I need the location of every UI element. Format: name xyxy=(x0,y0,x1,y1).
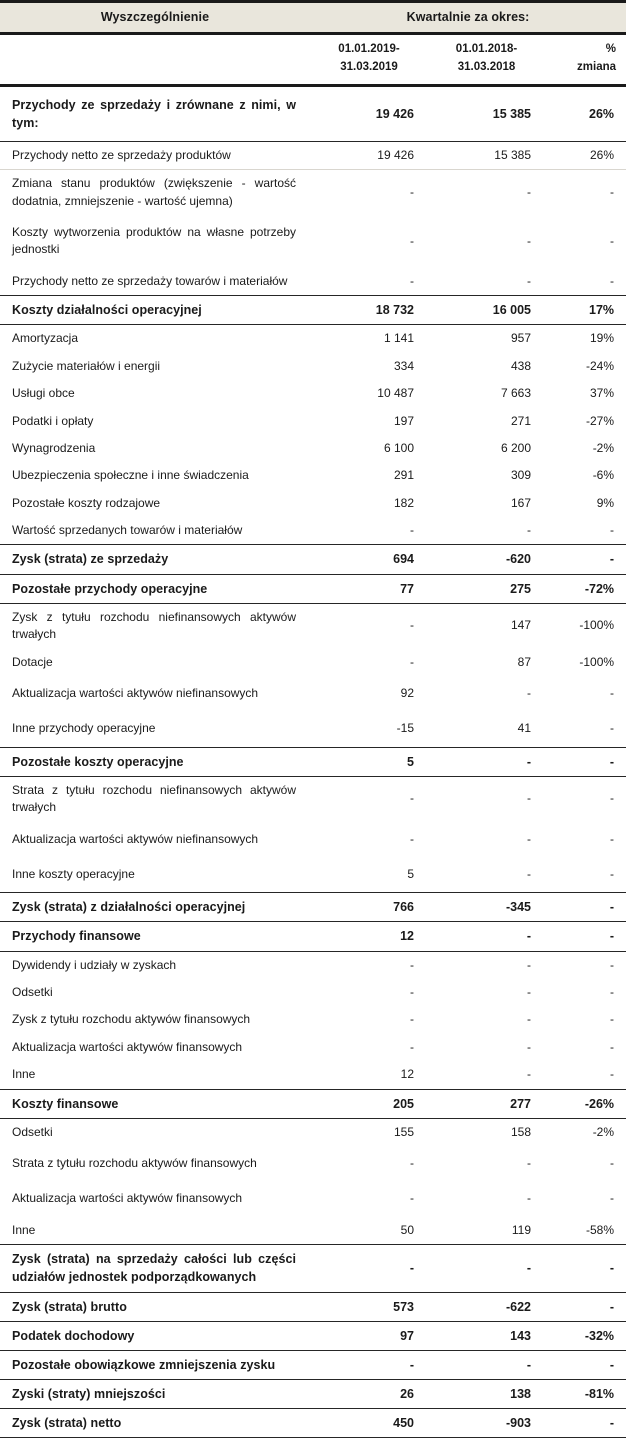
row-value-period1: 92 xyxy=(400,685,414,700)
row-value-period1: 205 xyxy=(310,1089,428,1118)
row-value-period2: 309 xyxy=(510,468,531,483)
row-value-period2: 16 005 xyxy=(428,296,545,325)
row-value-period2: 957 xyxy=(510,331,531,346)
row-label-cell: Pozostałe przychody operacyjne xyxy=(0,574,310,603)
row-value-period2: - xyxy=(527,523,531,538)
row-value-change: -24% xyxy=(586,358,615,373)
row-value-period2: 87 xyxy=(517,654,531,669)
row-value-change: 26% xyxy=(590,147,615,162)
table-row xyxy=(0,574,626,603)
row-label-cell: Pozostałe koszty rodzajowe xyxy=(12,495,161,510)
row-label-cell: Aktualizacja wartości aktywów finansowych xyxy=(12,1039,243,1054)
row-value-period2: 138 xyxy=(428,1379,545,1408)
row-value-period2: - xyxy=(527,1156,531,1171)
row-value-period2: 7 663 xyxy=(500,386,531,401)
header-period-2 xyxy=(428,34,545,86)
row-value-period1: 155 xyxy=(393,1124,414,1139)
row-value-period2: - xyxy=(527,831,531,846)
row-label-cell: Aktualizacja wartości aktywów finansowych xyxy=(12,1191,243,1206)
row-value-period2: -903 xyxy=(428,1409,545,1438)
table-row xyxy=(0,408,626,435)
table-row xyxy=(0,893,626,922)
row-value-change: - xyxy=(610,985,615,999)
row-value-period2: - xyxy=(527,791,531,806)
row-label-cell: Amortyzacja xyxy=(12,331,79,346)
row-label-cell: Odsetki xyxy=(12,985,53,999)
header-period-1 xyxy=(310,34,428,86)
row-value-period2: - xyxy=(527,233,531,248)
row-value-change: -27% xyxy=(586,413,615,428)
row-label-cell: Strata z tytułu rozchodu niefinansowych aktywów trwałych xyxy=(12,782,296,815)
row-value-change: -58% xyxy=(586,1222,615,1237)
row-value-period1: 694 xyxy=(310,545,428,574)
row-value-change: 26% xyxy=(545,85,626,141)
row-value-period2: - xyxy=(527,273,531,288)
row-value-period1: 19 426 xyxy=(310,85,428,141)
row-value-change: 9% xyxy=(596,495,615,510)
row-value-change: -26% xyxy=(545,1089,626,1118)
row-value-period2: 143 xyxy=(428,1321,545,1350)
row-value-period2: - xyxy=(428,1245,545,1292)
table-header xyxy=(0,2,626,86)
table-row xyxy=(0,747,626,776)
row-value-period1: - xyxy=(410,1039,414,1054)
row-label-cell: Przychody netto ze sprzedaży produktów xyxy=(12,147,231,162)
table-row xyxy=(0,1089,626,1118)
row-value-change: - xyxy=(545,170,626,215)
row-label-cell: Wartość sprzedanych towarów i materiałów xyxy=(12,523,243,538)
row-value-period1: - xyxy=(410,957,414,972)
row-value-period2: - xyxy=(527,1039,531,1054)
row-value-period1: 12 xyxy=(400,1067,414,1082)
row-value-period1: 18 732 xyxy=(310,296,428,325)
row-value-period1: 26 xyxy=(310,1379,428,1408)
row-value-change: - xyxy=(610,721,615,736)
table-row xyxy=(0,1181,626,1216)
table-row xyxy=(0,353,626,380)
row-label-cell: Dywidendy i udziały w zyskach xyxy=(12,957,177,972)
row-label-cell: Inne przychody operacyjne xyxy=(12,721,156,736)
row-value-period2: -345 xyxy=(428,893,545,922)
row-value-change: - xyxy=(610,1039,615,1054)
row-value-change: -100% xyxy=(579,654,615,669)
row-value-period2: - xyxy=(428,1350,545,1379)
row-value-period1: 6 100 xyxy=(383,440,414,455)
row-value-period1: 573 xyxy=(310,1292,428,1321)
row-label-cell: Strata z tytułu rozchodu aktywów finansowych xyxy=(12,1156,257,1171)
row-value-period1: -15 xyxy=(396,721,414,736)
row-value-period1: 291 xyxy=(393,468,414,483)
row-label-cell: Koszty wytworzenia produktów na własne potrzeby jednostki xyxy=(12,225,296,257)
table-row xyxy=(0,676,626,711)
row-value-period1: - xyxy=(310,1245,428,1292)
row-value-period1: - xyxy=(410,831,414,846)
header-percent-change xyxy=(545,34,626,86)
row-value-change: - xyxy=(545,893,626,922)
row-value-period1: 766 xyxy=(310,893,428,922)
row-label-cell: Zysk (strata) ze sprzedaży xyxy=(0,545,310,574)
row-value-period1: 182 xyxy=(393,495,414,510)
row-value-period2: - xyxy=(527,866,531,881)
row-value-period1: - xyxy=(410,791,414,806)
row-value-period1: - xyxy=(410,654,414,669)
row-value-change: - xyxy=(610,1191,615,1206)
header-period-2-line2: 31.03.2018 xyxy=(457,60,516,73)
row-label-cell: Ubezpieczenia społeczne i inne świadczenia xyxy=(12,468,249,483)
table-row xyxy=(0,857,626,893)
row-value-period1: 19 426 xyxy=(377,147,414,162)
row-value-period2: - xyxy=(428,922,545,951)
row-value-change: - xyxy=(545,1409,626,1438)
header-row-top xyxy=(0,2,626,34)
table-row xyxy=(0,822,626,857)
table-row xyxy=(0,1146,626,1181)
row-value-change: -100% xyxy=(579,618,615,633)
row-label-cell: Zysk (strata) z działalności operacyjnej xyxy=(0,893,310,922)
row-value-period1: - xyxy=(410,523,414,538)
row-value-change: - xyxy=(545,545,626,574)
row-value-change: - xyxy=(610,523,615,538)
row-value-period1: - xyxy=(410,273,414,288)
row-label-cell: Przychody finansowe xyxy=(0,922,310,951)
row-label-cell: Aktualizacja wartości aktywów niefinansowych xyxy=(12,685,259,700)
table-row xyxy=(0,1350,626,1379)
header-period-2-line1: 01.01.2018- xyxy=(455,43,518,55)
row-value-period1: 12 xyxy=(310,922,428,951)
row-label-cell: Wynagrodzenia xyxy=(12,440,96,455)
row-value-period1: 77 xyxy=(310,574,428,603)
header-period-1-line2: 31.03.2019 xyxy=(340,60,398,73)
row-label-cell: Odsetki xyxy=(12,1124,53,1139)
row-value-change: 19% xyxy=(590,331,615,346)
table-row xyxy=(0,85,626,141)
table-row xyxy=(0,517,626,545)
table-row xyxy=(0,490,626,517)
table-row xyxy=(0,1321,626,1350)
row-value-period2: - xyxy=(428,747,545,776)
table-row xyxy=(0,545,626,574)
row-value-change: -2% xyxy=(592,440,615,455)
row-value-change: - xyxy=(545,1350,626,1379)
header-label-column: Wyszczególnienie xyxy=(0,2,310,34)
row-value-period2: 271 xyxy=(510,413,531,428)
table-row xyxy=(0,1118,626,1146)
row-value-period2: - xyxy=(527,957,531,972)
row-label-cell: Usługi obce xyxy=(12,386,75,401)
table-row xyxy=(0,649,626,676)
row-value-change: 17% xyxy=(545,296,626,325)
table-body xyxy=(0,85,626,1438)
table-row xyxy=(0,711,626,747)
row-value-period1: 197 xyxy=(393,413,414,428)
row-value-period2: -622 xyxy=(428,1292,545,1321)
table-row xyxy=(0,296,626,325)
header-percent-symbol: % xyxy=(605,43,617,55)
row-label-cell: Zysk z tytułu rozchodu aktywów finansowych xyxy=(12,1012,251,1027)
row-value-period2: 275 xyxy=(428,574,545,603)
row-value-change: - xyxy=(610,1156,615,1171)
row-value-period2: 438 xyxy=(510,358,531,373)
row-label-cell: Koszty finansowe xyxy=(0,1089,310,1118)
row-value-period1: 450 xyxy=(310,1409,428,1438)
table-row xyxy=(0,922,626,951)
row-value-change: -81% xyxy=(545,1379,626,1408)
row-value-period2: - xyxy=(527,685,531,700)
header-blank-cell xyxy=(0,34,310,86)
row-value-period2: -620 xyxy=(428,545,545,574)
row-label-cell: Zysk (strata) brutto xyxy=(0,1292,310,1321)
table-row xyxy=(0,1034,626,1061)
row-value-period1: 5 xyxy=(407,866,414,881)
table-row xyxy=(0,603,626,648)
row-value-change: - xyxy=(610,1012,615,1027)
row-value-period2: 158 xyxy=(510,1124,531,1139)
table-row xyxy=(0,380,626,407)
row-value-change: - xyxy=(610,273,615,288)
header-period-group: Kwartalnie za okres: xyxy=(310,2,626,34)
row-label-cell: Aktualizacja wartości aktywów niefinansowych xyxy=(12,831,259,846)
row-value-change: - xyxy=(545,747,626,776)
row-value-period2: - xyxy=(428,170,545,215)
row-value-change: - xyxy=(610,957,615,972)
row-value-period2: - xyxy=(527,1067,531,1082)
row-label-cell: Zmiana stanu produktów (zwiększenie - wartość dodatnia, zmniejszenie - wartość ujemna) xyxy=(0,170,310,215)
row-value-change: - xyxy=(545,1245,626,1292)
table-row xyxy=(0,1379,626,1408)
row-value-period1: 10 487 xyxy=(377,386,414,401)
row-label-cell: Przychody netto ze sprzedaży towarów i materiałów xyxy=(12,273,288,288)
row-value-period2: 147 xyxy=(510,618,531,633)
row-value-period1: - xyxy=(410,985,414,999)
row-label-cell: Zużycie materiałów i energii xyxy=(12,358,161,373)
row-value-change: -2% xyxy=(592,1124,615,1139)
row-label-cell: Inne xyxy=(12,1222,36,1237)
table-row xyxy=(0,170,626,215)
row-value-period1: - xyxy=(410,1191,414,1206)
row-label-cell: Inne koszty operacyjne xyxy=(12,866,135,881)
row-value-period2: 6 200 xyxy=(500,440,531,455)
row-value-period2: 119 xyxy=(511,1222,531,1237)
row-label-cell: Dotacje xyxy=(12,654,53,669)
row-value-change: - xyxy=(545,922,626,951)
row-label-cell: Zysk (strata) na sprzedaży całości lub części udziałów jednostek podporządkowanych xyxy=(0,1245,310,1292)
table-row xyxy=(0,1292,626,1321)
table-row xyxy=(0,979,626,1006)
row-value-change: - xyxy=(610,1067,615,1082)
table-row xyxy=(0,325,626,353)
row-value-period1: - xyxy=(310,1350,428,1379)
table-row xyxy=(0,268,626,296)
row-value-period1: 5 xyxy=(310,747,428,776)
row-value-change: - xyxy=(610,791,615,806)
row-value-change: -72% xyxy=(545,574,626,603)
row-label-cell: Zyski (straty) mniejszości xyxy=(0,1379,310,1408)
row-label-cell: Pozostałe obowiązkowe zmniejszenia zysku xyxy=(0,1350,310,1379)
row-label-cell: Zysk z tytułu rozchodu niefinansowych aktywów trwałych xyxy=(12,609,296,642)
row-value-period2: - xyxy=(527,1191,531,1206)
header-percent-word: zmiana xyxy=(577,60,617,73)
row-value-change: - xyxy=(610,685,615,700)
row-label-cell: Podatki i opłaty xyxy=(12,413,94,428)
row-value-period2: 15 385 xyxy=(494,147,531,162)
row-value-period1: - xyxy=(410,233,414,248)
row-value-period1: - xyxy=(410,618,414,633)
row-value-period1: 1 141 xyxy=(383,331,414,346)
row-label-cell: Inne xyxy=(12,1067,36,1082)
table-row xyxy=(0,462,626,489)
table-row xyxy=(0,776,626,821)
row-label-cell: Podatek dochodowy xyxy=(0,1321,310,1350)
table-row xyxy=(0,435,626,462)
row-value-change: - xyxy=(545,1292,626,1321)
row-value-period2: - xyxy=(527,1012,531,1027)
row-value-change: - xyxy=(610,866,615,881)
table-row xyxy=(0,1409,626,1438)
row-value-period1: 50 xyxy=(400,1222,414,1237)
table-row xyxy=(0,215,626,268)
table-row xyxy=(0,1217,626,1245)
row-value-period2: 277 xyxy=(428,1089,545,1118)
table-row xyxy=(0,141,626,169)
row-value-change: -32% xyxy=(545,1321,626,1350)
row-value-change: - xyxy=(610,831,615,846)
table-row xyxy=(0,1061,626,1089)
header-row-periods xyxy=(0,34,626,86)
row-value-period2: 167 xyxy=(510,495,531,510)
row-value-period1: 334 xyxy=(393,358,414,373)
row-value-period2: 15 385 xyxy=(428,85,545,141)
row-value-change: -6% xyxy=(592,468,615,483)
row-value-period1: - xyxy=(410,1012,414,1027)
row-value-period2: - xyxy=(527,985,531,999)
row-value-change: - xyxy=(610,233,615,248)
row-value-period1: - xyxy=(310,170,428,215)
row-label-cell: Pozostałe koszty operacyjne xyxy=(0,747,310,776)
row-value-period1: - xyxy=(410,1156,414,1171)
row-value-change: 37% xyxy=(590,386,615,401)
header-period-1-line1: 01.01.2019- xyxy=(338,43,400,55)
row-label-cell: Zysk (strata) netto xyxy=(0,1409,310,1438)
table-row xyxy=(0,951,626,979)
row-value-period2: 41 xyxy=(517,721,531,736)
table-row xyxy=(0,1006,626,1033)
row-value-period1: 97 xyxy=(310,1321,428,1350)
row-label-cell: Koszty działalności operacyjnej xyxy=(0,296,310,325)
table-row xyxy=(0,1245,626,1292)
row-label-cell: Przychody ze sprzedaży i zrównane z nimi, w tym: xyxy=(0,85,310,141)
